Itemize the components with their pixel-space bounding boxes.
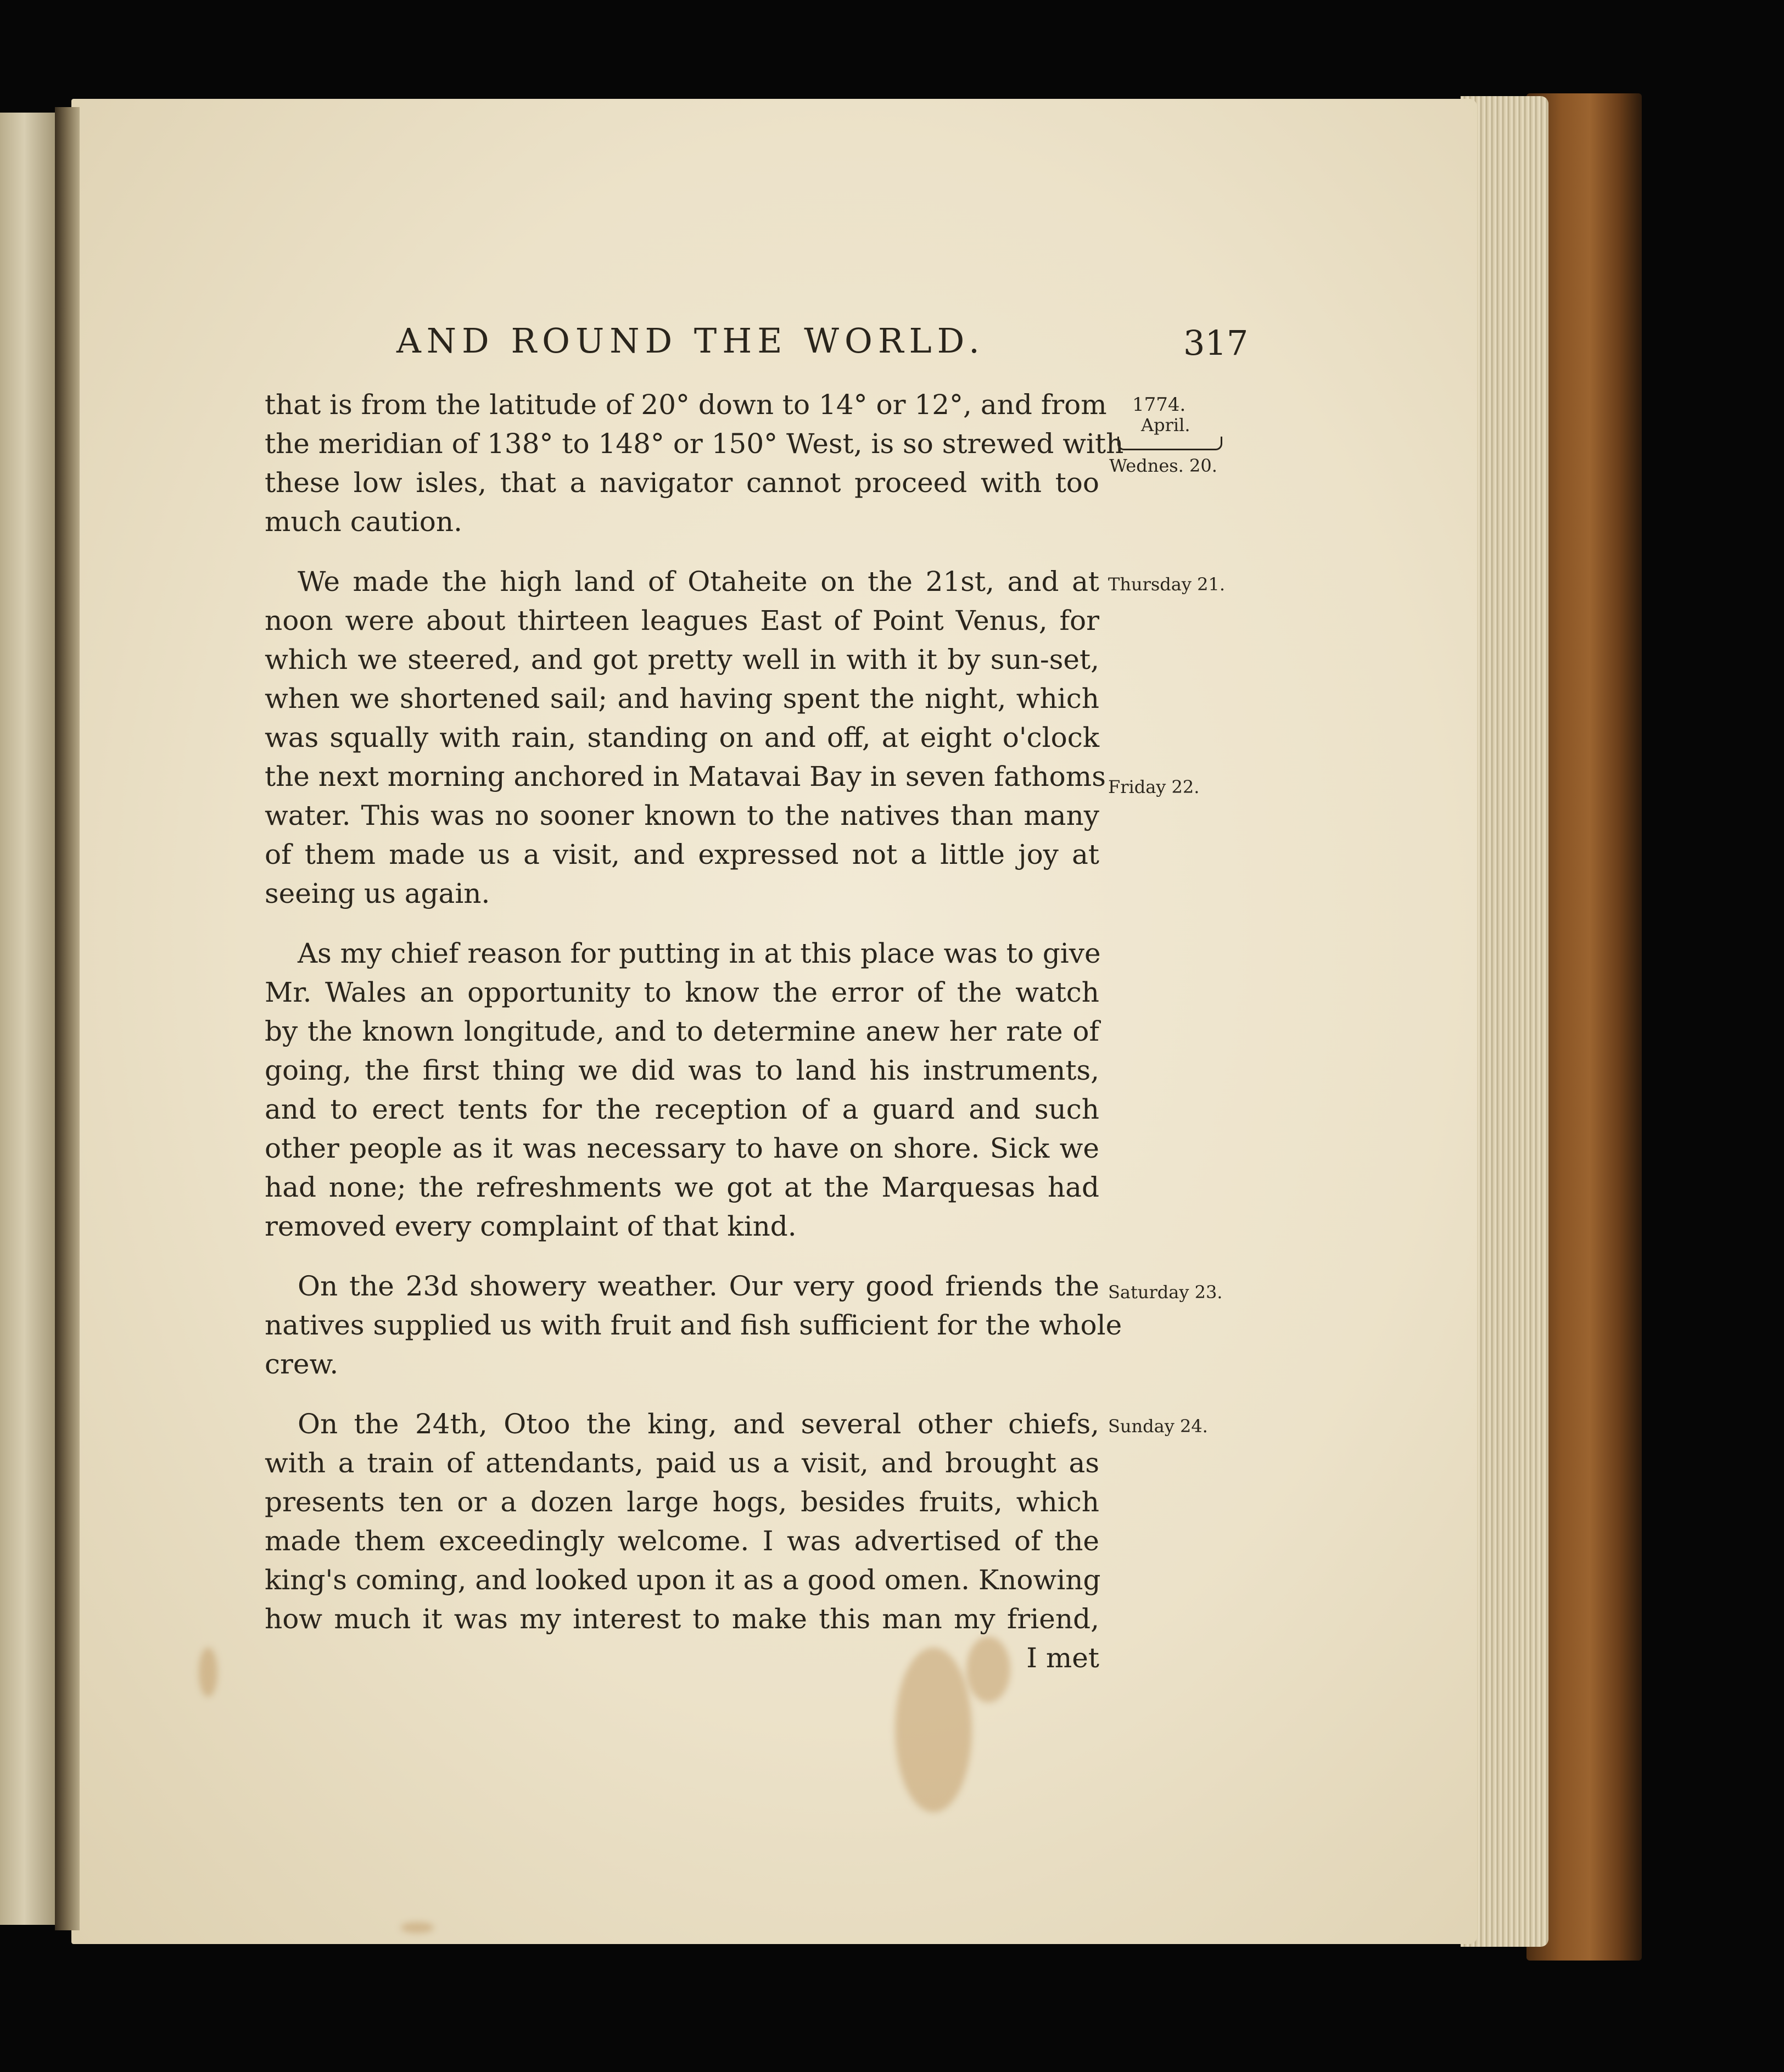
text-line: was squally with rain, standing on and off, at eight o'clock (265, 722, 1099, 753)
margin-note-wednesday: Wednes. 20. (1109, 455, 1217, 476)
paragraph (265, 562, 1106, 913)
previous-page-edge (0, 113, 60, 1925)
paragraph (265, 934, 1099, 1246)
text-line: that is from the latitude of 20° down to 14° or 12°, and from (265, 389, 1107, 421)
text-line: We made the high land of Otaheite on the 21st, and at (298, 566, 1099, 597)
paragraph (265, 1267, 1122, 1384)
text-line: these low isles, that a navigator cannot proceed with too (265, 467, 1099, 499)
paragraph (265, 1405, 1099, 1678)
text-line: natives supplied us with fruit and fish sufficient for the whole (265, 1309, 1122, 1341)
text-line: which we steered, and got pretty well in with it by sun-set, (265, 644, 1099, 675)
text-line: As my chief reason for putting in at this place was to give (298, 937, 1101, 969)
text-line: seeing us again. (265, 878, 490, 909)
text-line: the meridian of 138° to 148° or 150° West, is so strewed with (265, 428, 1124, 460)
text-line: removed every complaint of that kind. (265, 1210, 797, 1242)
text-line: made them exceedingly welcome. I was advertised of the (265, 1525, 1099, 1557)
margin-note-saturday: Saturday 23. (1108, 1282, 1223, 1303)
text-line: noon were about thirteen leagues East of Point Venus, for (265, 605, 1099, 636)
book-gutter (55, 107, 80, 1930)
text-line: had none; the refreshments we got at the Marquesas had (265, 1171, 1099, 1203)
margin-note-thursday: Thursday 21. (1108, 574, 1225, 595)
text-line: Mr. Wales an opportunity to know the error of the watch (265, 976, 1099, 1008)
text-line: with a train of attendants, paid us a visit, and brought as (265, 1447, 1099, 1479)
running-head: AND ROUND THE WORLD. (396, 321, 985, 361)
margin-note-friday: Friday 22. (1108, 777, 1200, 797)
paragraph (265, 386, 1124, 541)
text-line: by the known longitude, and to determine anew her rate of (265, 1015, 1099, 1047)
text-line: presents ten or a dozen large hogs, besides fruits, which (265, 1486, 1099, 1518)
text-line: much caution. (265, 506, 463, 538)
text-line: On the 23d showery weather. Our very good friends the (298, 1270, 1099, 1302)
text-line: going, the first thing we did was to land his instruments, (265, 1054, 1099, 1086)
text-line: king's coming, and looked upon it as a good omen. Knowing (265, 1564, 1101, 1596)
text-line: crew. (265, 1348, 339, 1380)
margin-note-month: April. (1141, 415, 1190, 435)
foxing-stain (401, 1922, 434, 1933)
text-line: how much it was my interest to make this man my friend, (265, 1603, 1099, 1635)
text-line: when we shortened sail; and having spent the night, which (265, 683, 1099, 714)
foxing-stain (199, 1647, 217, 1697)
text-line: water. This was no sooner known to the natives than many (265, 800, 1099, 831)
margin-note-sunday: Sunday 24. (1108, 1416, 1208, 1437)
catchword: I met (1026, 1642, 1099, 1674)
margin-brace (1117, 437, 1222, 450)
margin-note-year: 1774. (1132, 394, 1186, 416)
text-line: On the 24th, Otoo the king, and several other chiefs, (298, 1408, 1099, 1440)
text-line: and to erect tents for the reception of a guard and such (265, 1093, 1099, 1125)
text-line: other people as it was necessary to have on shore. Sick we (265, 1132, 1099, 1164)
body-text (265, 386, 1124, 1678)
page-number: 317 (1183, 323, 1249, 363)
text-line: of them made us a visit, and expressed not a little joy at (265, 839, 1099, 870)
text-line: the next morning anchored in Matavai Bay in seven fathoms (265, 761, 1106, 792)
